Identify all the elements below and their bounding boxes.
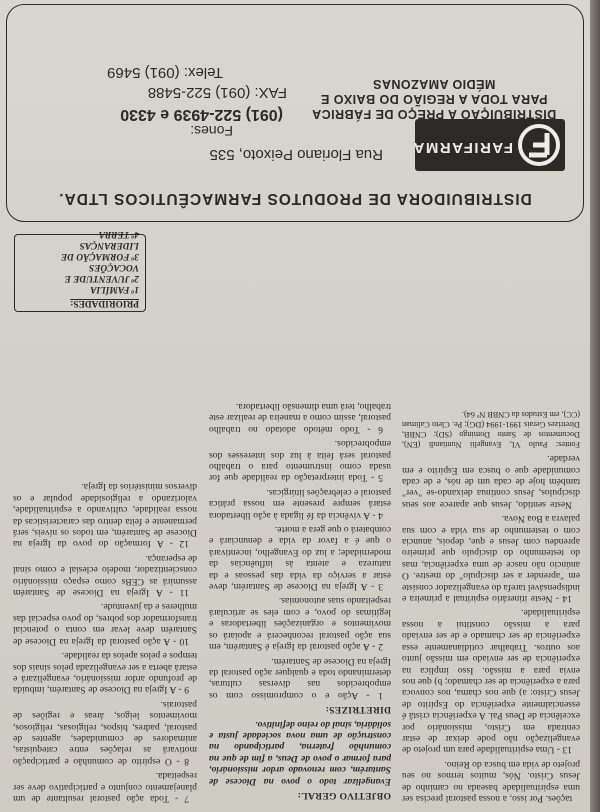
brand-name: FARIFARMA — [412, 139, 513, 156]
paragraph: 14 - Neste itinerário espiritual a primeira e indispensável tarefa do evangelizador consiste em "aprender a ser discípulo" do mestre. O anúncio não nasce de uma experiência, mas do testemunho do discípulo que primeiro aprendeu com Jesus e que, depois, anuncia com o testemunho de sua vida e com sua palavra a Boa Nova. — [402, 513, 580, 605]
farifarma-logo — [412, 119, 565, 171]
guideline-item: 3 - A Igreja na Diocese de Santarém, deve estar a serviço da vida das pessoas e da natureza e atenta às influências da modernidade; a luz do Evangelho, incentivará o que é a favor da vida e denunciará e combaterá o que gera a morte. — [209, 524, 391, 593]
text-column-3 — [13, 248, 197, 804]
ad-phones-label: Fones: — [190, 123, 233, 139]
ad-phones: (091) 522-4939 e 4330 — [120, 106, 283, 123]
guideline-item: 11 - A Igreja na Diocese de Santarém assumirá as CEBs como espaço missionário conscientizador, modelo eclesial e como sinal de esperança. — [13, 552, 197, 599]
priority-item: 2ª JUVENTUDE E VOCAÇÕES — [64, 262, 139, 283]
ad-distribution-line: PARA TODA A REGIÃO DO BAIXO E — [320, 92, 548, 106]
guideline-item: 6 - Todo método adotado no trabalho pastoral, assim como a maneira de realizar este trabalho, terá uma dimensão libertadora. — [209, 401, 391, 435]
advertisement-box — [6, 4, 584, 222]
ad-title: DISTRIBUIDORA DE PRODUTOS FARMACÊUTICOS LTDA. — [58, 190, 532, 207]
priorities-title: PRIORIDADES: — [70, 298, 139, 308]
book-spine-shadow — [590, 0, 600, 812]
ad-distribution-text — [299, 76, 569, 121]
guideline-item: 12 - A formação do povo da Igreja na Diocese de Santarém, em todos os níveis, será permanente e feita dentro das características da nossa realidade, cultivando a espiritualidade, valorizando a religiosidade popular e os diversos ministérios da Igreja. — [13, 481, 197, 550]
guideline-item: 7 - Toda ação pastoral resultante de um planejamento conjunto e participativo deve ser respeitada. — [13, 770, 197, 804]
ad-telex: Telex: (091) 5469 — [107, 64, 223, 81]
priority-item: 1ª FAMÍLIA — [90, 284, 139, 294]
objective-text: Evangelizar todo o povo na Diocese de Santarém, com renovado ardor missionário, para formar o povo de Deus, a fim de que na comunhão fraterna, participando na construção de uma nova sociedade justa e solidária, sinal do reino definitivo. — [209, 718, 391, 787]
paragraph: 13 - Uma espiritualidade para um projeto de evangelização não pode deixar de estar centrada em Cristo, missionário por excelência de Deus Pai. A experiência cristã é essencialmente experiência do Espírito de Jesus Cristo: a) que nos chama, nos convoca para a experiência de ser chamado; b) que nos envia para a missão. Isso implica na experiência de ser enviado em missão junto aos outros. Trabalhar cotidianamente essa experiência de ser chamado e de ser enviado para a missão constitui a nossa espiritualidade. — [402, 607, 580, 756]
ad-fax: FAX: (091) 522-5488 — [147, 84, 287, 101]
section-heading-guidelines: DIRETRIZES: — [325, 704, 391, 716]
guideline-item: 4 - A vivência da fé ligada à ação libertadora estará sempre presente em nossa prática pastoral e celebrações litúrgicas. — [209, 486, 391, 521]
guideline-item: 1 - Ação e o compromisso com os empobrecidos nas diversas culturas, determinando toda e qualquer ação pastoral da Igreja na Diocese de Santarém. — [209, 655, 391, 701]
pharma-logo-icon — [517, 123, 561, 167]
sources-note: Fontes: Paulo VI, Evangelii Nuntiandi (EN), Documentos de Santo Domingo (SD); CNBB, Diretrizes Gerais 1991-1994 (DG); Pe. Cleto Caliman (CC), em Estudos da CNBB Nº 64). — [402, 409, 580, 449]
section-heading-objective: OBJETIVO GERAL: — [297, 790, 391, 801]
priorities-box — [14, 229, 146, 312]
paragraph: Neste sentido, Jesus que aparece aos seus discípulos, Jesus continua deixando-se "ver" também hoje de cada um de nós, e de cada comunidade que o busca em Espírito e em verdade. — [402, 453, 580, 510]
priority-item: 3ª FORMAÇÃO DE LIDERANÇAS — [60, 240, 139, 261]
text-column-2 — [209, 248, 391, 804]
ad-distribution-line: MÉDIO AMAZONAS — [372, 77, 496, 91]
priority-item: 4ª TERRA — [98, 229, 139, 239]
guideline-item: 2 - A ação pastoral da Igreja é Santarém, em sua ação pastoral reconhecerá e apoiará os movimentos e organizações libertadoras e legítimas do povo, e com eles se articulará respeitando suas autonomias. — [209, 595, 391, 653]
ad-distribution-line: DISTRIBUIÇÃO A PREÇO DE FÁBRICA — [311, 107, 557, 121]
guideline-item: 8 - O espírito de comunhão e participação motivará as relações entre catequistas, animadores de comunidades, agentes de pastoral, padres, bispos, religiosas, religiosos, movimentos leigos, áreas e regiões de pastorais. — [13, 698, 197, 767]
ad-address: Rua Floriano Peixoto, 535 — [209, 146, 383, 163]
guideline-item: 5 - Toda interpretação da realidade que for usada como instrumento para o trabalho pastoral será feita à luz dos interesses dos empobrecidos. — [209, 438, 391, 484]
guideline-item: 10 - A ação pastoral da Igreja na Diocese de Santarém deve levar em conta o potencial transformador dos pobres, do povo especial das mulheres e da juventude. — [13, 601, 197, 647]
paragraph: tações. Por isso, a nossa pastoral precisa ser uma espiritualidade baseada no caminho de Jesus Cristo. Nós, muitos termos no seu projeto de vida em busca do Reino. — [402, 758, 580, 804]
guideline-item: 9 - A Igreja na Diocese de Santarém, imbuída de profundo ardor missionário, evangelizará e estará aberta a ser evangelizada pelos sinais dos tempos e pelos apelos da realidade. — [13, 650, 197, 696]
text-column-1 — [402, 248, 580, 804]
